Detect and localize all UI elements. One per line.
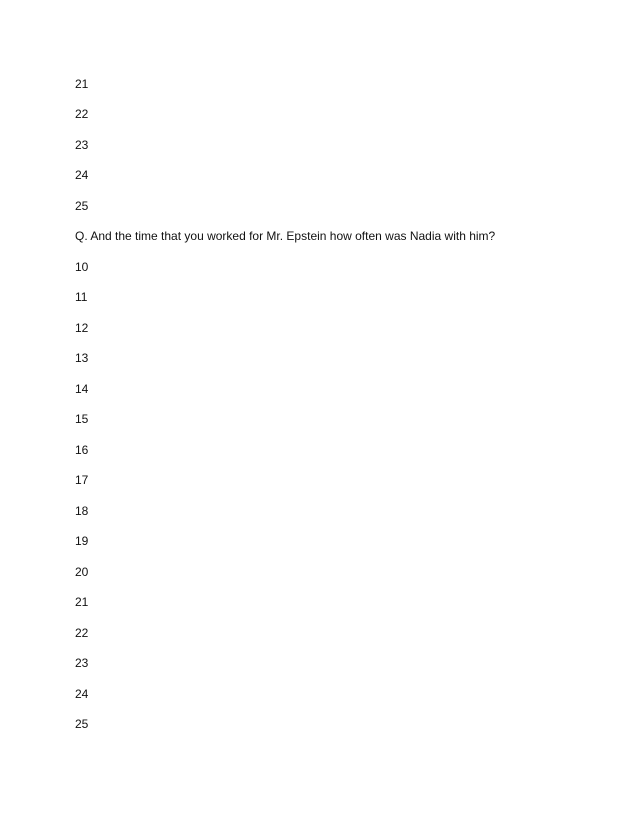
line-number: 25	[75, 199, 89, 213]
line-number: 15	[75, 412, 89, 426]
question-text: Q. And the time that you worked for Mr. Epstein how often was Nadia with him?	[75, 229, 496, 243]
line-number: 23	[75, 138, 89, 152]
line-number: 13	[75, 351, 89, 365]
line-number: 12	[75, 321, 89, 335]
line-number: 17	[75, 473, 89, 487]
line-number: 11	[75, 290, 88, 304]
line-number: 19	[75, 534, 89, 548]
line-number: 14	[75, 382, 89, 396]
line-number: 10	[75, 260, 89, 274]
line-number: 20	[75, 565, 89, 579]
line-number: 25	[75, 717, 89, 731]
line-number: 22	[75, 107, 89, 121]
line-number: 21	[75, 77, 89, 91]
line-number: 24	[75, 168, 89, 182]
line-number: 23	[75, 656, 89, 670]
line-number: 21	[75, 595, 89, 609]
line-number: 18	[75, 504, 89, 518]
line-number: 22	[75, 626, 89, 640]
line-number: 16	[75, 443, 89, 457]
line-number: 24	[75, 687, 89, 701]
